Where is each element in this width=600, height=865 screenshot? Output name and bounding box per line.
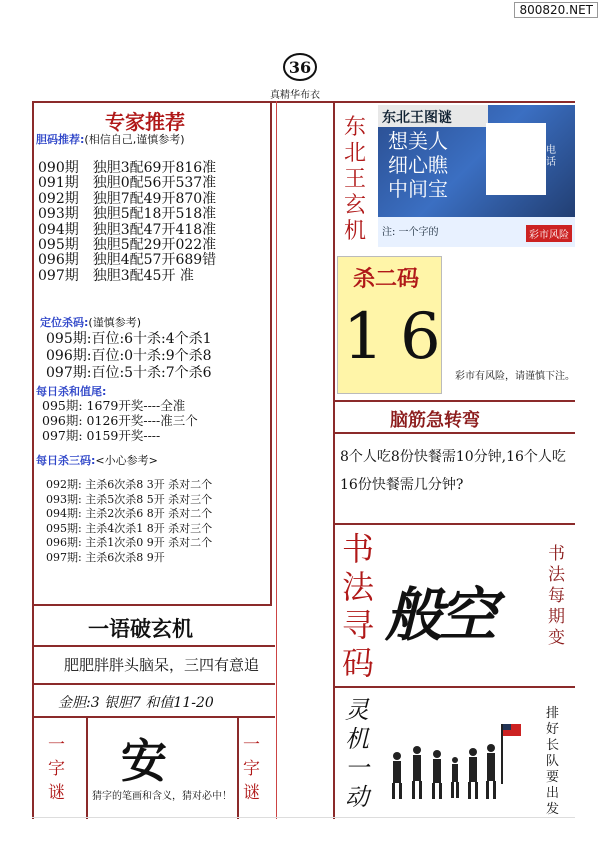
list-item: 095期: 1679开奖----全准: [42, 398, 186, 413]
brain-text: 8个人吃8份快餐需10分钟,16个人吃16份快餐需几分钟?: [340, 449, 566, 493]
list-item: 096期:百位:0十杀:9个杀8: [46, 348, 212, 364]
daily-three-list: [46, 478, 212, 565]
ad-lines: [388, 129, 448, 201]
daily-three-label: 每日杀三码:: [36, 454, 96, 467]
calli-right: 书法每期变: [548, 544, 565, 648]
bottom-left-text: 灵机一动: [345, 696, 369, 811]
riddle-rule: [32, 645, 275, 647]
char-riddle-left: 一字谜: [48, 735, 65, 803]
brain-title: 脑筋急转弯: [390, 410, 480, 431]
list-item: 092期: 主杀6次杀8 3开 杀对二个: [46, 478, 213, 491]
dan-label: 胆码推荐:: [36, 133, 85, 146]
list-item: 093期 独胆5配18开518准: [38, 206, 217, 223]
char-riddle-right: 一字谜: [243, 735, 260, 803]
list-item: 095期:百位:6十杀:4个杀1: [46, 331, 212, 347]
right-col-divider: [333, 101, 335, 819]
ad-white-box: [486, 123, 546, 195]
dingwei-note: (谨慎参考): [88, 316, 141, 329]
mid-divider-1: [270, 101, 272, 604]
list-item: 091期 独胆0配56开537准: [38, 175, 217, 192]
bottom-rule: [32, 817, 575, 818]
list-item: 097期 独胆3配45开 准: [38, 267, 194, 284]
calli-art: 般空: [385, 581, 494, 649]
expert-list: [38, 161, 216, 284]
dingwei-label-line: [40, 314, 141, 330]
list-item: 096期 独胆4配57开689错: [38, 252, 217, 269]
dan-note: (相信自己,谨慎参考): [84, 133, 185, 146]
dan-label-line: [36, 131, 185, 147]
kill-digit-2: 6: [400, 300, 441, 374]
kill-digit-1: 1: [343, 300, 384, 374]
mid-divider-2: [276, 101, 277, 819]
daily-three-label-line: [36, 452, 158, 468]
top-rule: [32, 101, 575, 103]
calli-bottom-rule: [333, 686, 575, 688]
calli-left: 书法寻码: [342, 530, 375, 682]
char-riddle-char: 安: [121, 734, 167, 788]
daily-sum-label: 每日杀和值尾:: [36, 385, 107, 398]
riddle-gold: 金胆:3 银胆7 和值11-20: [58, 695, 214, 711]
vertical-title: 东北王玄机: [344, 115, 367, 244]
list-item: 094期 独胆3配47开418准: [38, 221, 217, 238]
riddle-title: 一语破玄机: [88, 616, 193, 641]
daily-three-note: <小心参考>: [95, 454, 158, 467]
char-box-right: [237, 716, 239, 819]
ad-title: 东北王图谜: [382, 110, 452, 126]
ad-line: 想美人: [388, 129, 448, 153]
ad-phone: 电话: [546, 145, 556, 168]
list-item: 090期 独胆3配69开816准: [38, 160, 217, 176]
list-item: 096期: 主杀1次杀0 9开 杀对二个: [46, 536, 213, 549]
list-item: 097期: 主杀6次杀8 9开: [46, 550, 165, 564]
riddle-rule-2: [32, 683, 275, 685]
silhouette-group: [385, 718, 525, 804]
watermark: 800820.NET: [514, 2, 598, 18]
list-item: 097期: 0159开奖----: [42, 428, 161, 443]
kill-title: 杀二码: [353, 266, 420, 292]
dingwei-list: [46, 331, 212, 382]
logo-emblem-icon: [283, 50, 317, 84]
riddle-text: 肥肥胖胖头脑呆，三四有意追: [64, 656, 260, 674]
ad-line: 细心瞧: [388, 153, 448, 177]
list-item: 093期: 主杀5次杀8 5开 杀对三个: [46, 492, 213, 506]
logo: [283, 50, 317, 84]
svg-text:36: 36: [288, 58, 312, 77]
ad-line: 中间宝: [388, 177, 448, 201]
char-riddle-hint: 猜字的笔画和含义，猜对必中！: [92, 791, 232, 802]
list-item: 095期 独胆5配29开022准: [38, 237, 217, 254]
list-item: 092期 独胆7配49开870准: [38, 190, 217, 207]
risk-note: 彩市有风险，请谨慎下注。: [455, 371, 575, 382]
ad-image: [378, 105, 575, 247]
list-item: 094期: 主杀2次杀6 8开 杀对二个: [46, 507, 213, 520]
left-border: [32, 101, 34, 819]
dingwei-label: 定位杀码:: [40, 316, 89, 329]
header-subtitle: 真精华布衣: [270, 90, 320, 101]
ad-note: 注: 一个字的: [382, 227, 439, 238]
expert-title: 专家推荐: [105, 110, 185, 134]
ad-stamp: 彩市风险: [526, 225, 572, 242]
marching-people-icon: [385, 718, 525, 804]
list-item: 097期:百位:5十杀:7个杀6: [46, 365, 212, 381]
brain-top-rule: [333, 400, 575, 402]
list-item: 096期: 0126开奖----准三个: [42, 413, 198, 428]
brain-rule: [333, 432, 575, 434]
char-box-left: [86, 716, 88, 819]
riddle-top-rule: [32, 604, 272, 606]
list-item: 095期: 主杀4次杀1 8开 杀对三个: [46, 521, 213, 535]
daily-sum-list: [42, 398, 198, 443]
brain-bottom-rule: [333, 523, 575, 525]
bottom-right-text: 排好长队要出发: [546, 706, 560, 817]
